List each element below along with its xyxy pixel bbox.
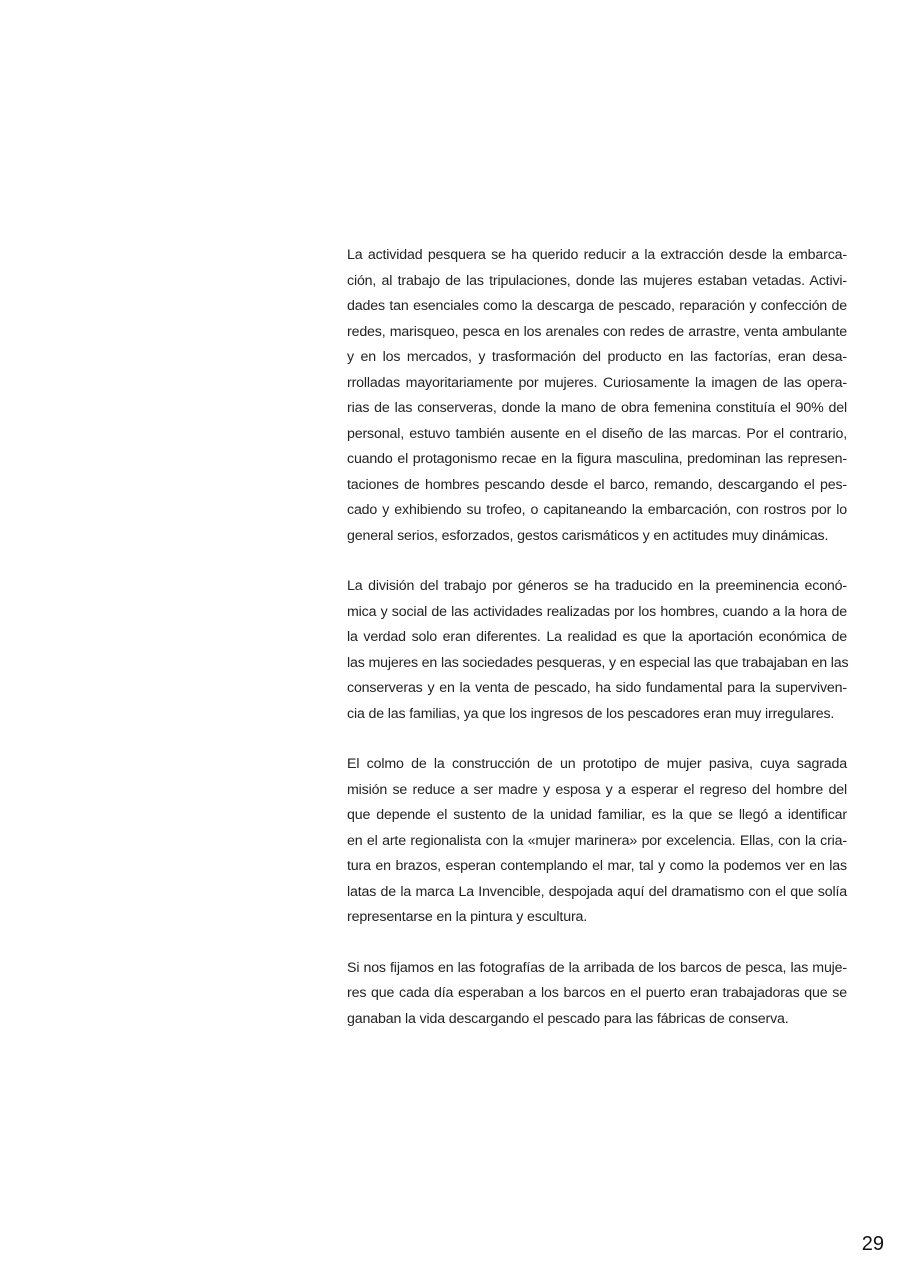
text-line: la verdad solo eran diferentes. La realidad es que la aportación económica de bbox=[347, 629, 847, 645]
text-line: rrolladas mayoritariamente por mujeres. Curiosamente la imagen de las opera- bbox=[347, 374, 847, 391]
body-text bbox=[347, 243, 847, 1057]
text-line: y en los mercados, y trasformación del producto en las factorías, eran desa- bbox=[347, 349, 847, 365]
text-line: mica y social de las actividades realizadas por los hombres, cuando a la hora de bbox=[347, 603, 847, 620]
text-line: La división del trabajo por géneros se ha traducido en la preeminencia econó- bbox=[347, 578, 847, 594]
text-line: tura en brazos, esperan contemplando el mar, tal y como la podemos ver en las bbox=[347, 858, 847, 874]
paragraph-1 bbox=[347, 243, 847, 549]
text-line: taciones de hombres pescando desde el barco, remando, descargando el pes- bbox=[347, 476, 847, 493]
text-line: representarse en la pintura y escultura. bbox=[347, 909, 588, 925]
paragraph-4 bbox=[347, 956, 847, 1033]
text-line: personal, estuvo también ausente en el diseño de las marcas. Por el contrario, bbox=[347, 425, 847, 442]
text-line: La actividad pesquera se ha querido reducir a la extracción desde la embarca- bbox=[347, 247, 847, 263]
paragraph-3 bbox=[347, 752, 847, 931]
text-line: latas de la marca La Invencible, despojada aquí del dramatismo con el que solía bbox=[347, 883, 847, 900]
paragraph-2 bbox=[347, 574, 847, 727]
text-line: misión se reduce a ser madre y esposa y a esperar el regreso del hombre del bbox=[347, 781, 847, 798]
text-line: ción, al trabajo de las tripulaciones, donde las mujeres estaban vetadas. Activi- bbox=[347, 272, 847, 289]
text-line: res que cada día esperaban a los barcos en el puerto eran trabajadoras que se bbox=[347, 985, 847, 1001]
text-line: general serios, esforzados, gestos carismáticos y en actitudes muy dinámicas. bbox=[347, 527, 829, 544]
text-line: Si nos fijamos en las fotografías de la arribada de los barcos de pesca, las muje- bbox=[347, 959, 847, 976]
text-line: conserveras y en la venta de pescado, ha sido fundamental para la superviven- bbox=[347, 680, 847, 696]
text-line: ganaban la vida descargando el pescado para las fábricas de conserva. bbox=[347, 1010, 789, 1027]
text-line: en el arte regionalista con la «mujer marinera» por excelencia. Ellas, con la cria- bbox=[347, 832, 847, 849]
text-line: El colmo de la construcción de un prototipo de mujer pasiva, cuya sagrada bbox=[347, 756, 847, 772]
page-number: 29 bbox=[861, 1233, 884, 1255]
text-line: las mujeres en las sociedades pesqueras, y en especial las que trabajaban en las bbox=[347, 654, 849, 671]
text-line: cuando el protagonismo recae en la figura masculina, predominan las represen- bbox=[347, 451, 847, 467]
text-line: dades tan esenciales como la descarga de pescado, reparación y confección de bbox=[347, 298, 847, 314]
text-line: cado y exhibiendo su trofeo, o capitaneando la embarcación, con rostros por lo bbox=[347, 502, 847, 518]
text-line: redes, marisqueo, pesca en los arenales con redes de arrastre, venta ambulante bbox=[347, 323, 847, 340]
text-line: rias de las conserveras, donde la mano de obra femenina constituía el 90% del bbox=[347, 400, 847, 416]
text-line: que depende el sustento de la unidad familiar, es la que se llegó a identificar bbox=[347, 807, 847, 823]
text-line: cia de las familias, ya que los ingresos de los pescadores eran muy irregulares. bbox=[347, 705, 835, 722]
